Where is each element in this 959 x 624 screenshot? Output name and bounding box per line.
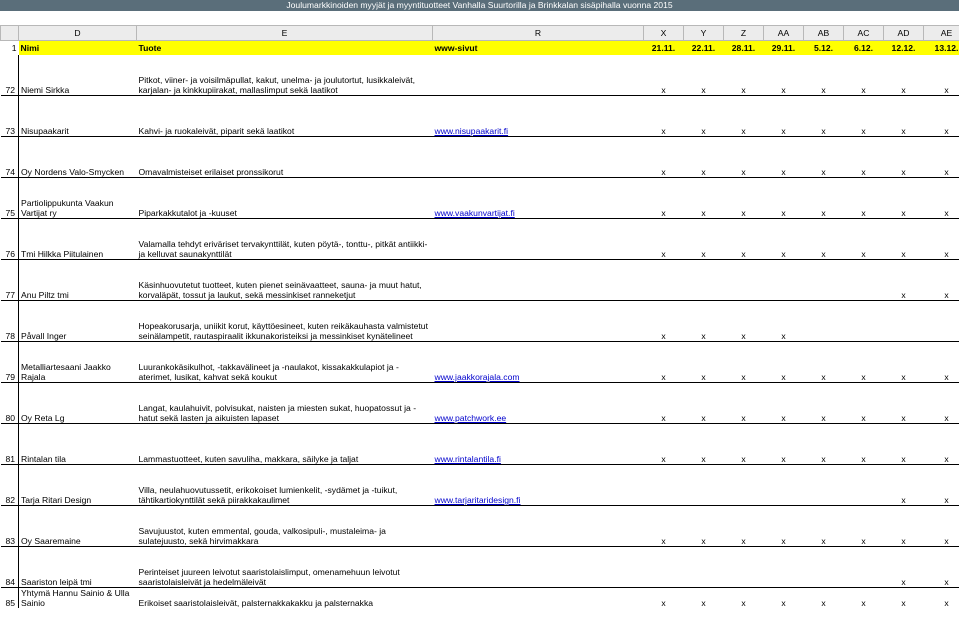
date-mark-cell[interactable]: x [844, 342, 884, 383]
website-link[interactable]: www.tarjaritaridesign.fi [434, 495, 521, 505]
date-mark-cell[interactable]: x [644, 424, 684, 465]
date-mark-cell[interactable]: x [901, 598, 906, 608]
website-link[interactable]: www.jaakkorajala.com [434, 372, 520, 382]
date-mark-cell[interactable]: x [804, 178, 844, 219]
date-mark-cell[interactable]: x [844, 137, 884, 178]
date-mark-cell[interactable]: x [644, 342, 684, 383]
date-mark-cell[interactable] [844, 465, 884, 506]
date-mark-cell[interactable]: x [804, 55, 844, 96]
date-mark-cell[interactable]: x [644, 383, 684, 424]
date-mark-cell[interactable]: x [764, 137, 804, 178]
table-row [1, 424, 959, 465]
title-cell-web[interactable]: www-sivut [433, 41, 644, 56]
date-mark-cell[interactable] [804, 547, 844, 588]
date-mark-cell[interactable]: x [644, 301, 684, 342]
date-mark-cell[interactable] [724, 260, 764, 301]
date-mark-cell[interactable]: x [724, 178, 764, 219]
product-cell[interactable]: Hopeakorusarja, uniikit korut, käyttöesineet, kuten reikäkauhasta valmistetut seinälampetit, rautaspiraalit ikkunakoristeiksi ja messinkiset kynätelineet [137, 301, 433, 342]
table-row [1, 547, 959, 588]
date-mark-cell[interactable]: x [944, 598, 949, 608]
vendor-name-cell[interactable]: Anu Piltz tmi [19, 260, 137, 301]
date-mark-cell[interactable]: x [684, 178, 724, 219]
date-mark-cell[interactable] [764, 465, 804, 506]
table-row [1, 506, 959, 547]
column-header-ae[interactable]: AE [924, 26, 959, 41]
title-cell-product[interactable]: Tuote [137, 41, 433, 56]
product-cell[interactable]: Perinteiset juureen leivotut saaristolaislimput, omenamehuun leivotut saaristolaisleivät ja hedelmäleivät [137, 547, 433, 588]
date-mark-cell[interactable]: x [724, 342, 764, 383]
title-cell-date[interactable]: 21.11. [644, 41, 684, 56]
product-cell[interactable]: Villa, neulahuovutussetit, erikokoiset lumienkelit, -sydämet ja -tuikut, tähtikartiokynttilät sekä piirakkakaulimet [137, 465, 433, 506]
date-mark-cell[interactable]: x [844, 96, 884, 137]
date-mark-cell[interactable]: x [724, 424, 764, 465]
vendor-name-cell[interactable]: Oy Reta Lg [19, 383, 137, 424]
date-mark-cell[interactable]: x [804, 137, 844, 178]
vendor-table [0, 25, 959, 608]
product-cell[interactable]: Erikoiset saaristolaisleivät, palsternakkakakku ja palsternakka [138, 598, 374, 608]
date-mark-cell[interactable]: x [844, 219, 884, 260]
date-mark-cell[interactable] [764, 547, 804, 588]
date-mark-cell[interactable]: x [644, 96, 684, 137]
date-mark-cell[interactable]: x [924, 506, 959, 547]
website-link[interactable]: www.patchwork.ee [434, 413, 507, 423]
date-mark-cell[interactable]: x [844, 55, 884, 96]
vendor-name-cell[interactable]: Metalliartesaani Jaakko Rajala [19, 342, 137, 383]
vendor-name-cell[interactable]: Yhtymä Hannu Sainio & Ulla Sainio [21, 588, 130, 608]
row-number[interactable]: 75 [1, 178, 19, 219]
date-mark-cell[interactable]: x [884, 219, 924, 260]
website-cell[interactable] [433, 178, 644, 219]
sheet-title-banner: Joulumarkkinoiden myyjät ja myyntituotteet Vanhalla Suurtorilla ja Brinkkalan sisäpihalla vuonna 2015 [0, 0, 959, 11]
date-mark-cell[interactable]: x [884, 260, 924, 301]
product-cell[interactable]: Langat, kaulahuivit, polvisukat, naisten ja miesten sukat, huopatossut ja -hatut sekä lasten ja aikuisten lapaset [137, 383, 433, 424]
title-cell-date[interactable]: 12.12. [884, 41, 924, 56]
row-number[interactable]: 72 [1, 55, 19, 96]
title-cell-date[interactable]: 6.12. [844, 41, 884, 56]
website-cell[interactable] [433, 588, 644, 609]
date-mark-cell[interactable]: x [804, 383, 844, 424]
date-mark-cell[interactable]: x [684, 55, 724, 96]
vendor-name-cell[interactable]: Oy Saaremaine [19, 506, 137, 547]
spreadsheet[interactable] [0, 25, 959, 608]
vendor-name-cell[interactable]: Partiolippukunta Vaakun Vartijat ry [19, 178, 137, 219]
date-mark-cell[interactable]: x [764, 219, 804, 260]
date-mark-cell[interactable] [724, 465, 764, 506]
product-cell[interactable]: Savujuustot, kuten emmental, gouda, valkosipuli-, mustaleima- ja sulatejuusto, sekä hirvimakkara [137, 506, 433, 547]
row-number[interactable]: 73 [1, 96, 19, 137]
date-mark-cell[interactable]: x [804, 424, 844, 465]
date-mark-cell[interactable] [684, 465, 724, 506]
column-header-z[interactable]: Z [724, 26, 764, 41]
title-cell-date[interactable]: 13.12. [924, 41, 959, 56]
date-mark-cell[interactable]: x [701, 598, 706, 608]
date-mark-cell[interactable]: x [861, 598, 866, 608]
column-header-d[interactable]: D [19, 26, 137, 41]
date-mark-cell[interactable]: x [884, 424, 924, 465]
website-link[interactable]: www.vaakunvartijat.fi [434, 208, 515, 218]
date-mark-cell[interactable]: x [884, 383, 924, 424]
date-mark-cell[interactable]: x [724, 383, 764, 424]
date-mark-cell[interactable]: x [644, 219, 684, 260]
date-mark-cell[interactable]: x [804, 342, 844, 383]
date-mark-cell[interactable]: x [684, 424, 724, 465]
date-mark-cell[interactable]: x [684, 301, 724, 342]
product-cell[interactable]: Omavalmisteiset erilaiset pronssikorut [137, 137, 433, 178]
website-cell[interactable] [433, 342, 644, 383]
table-row [1, 588, 959, 609]
date-mark-cell[interactable]: x [884, 137, 924, 178]
date-mark-cell[interactable]: x [644, 137, 684, 178]
date-mark-cell[interactable] [764, 260, 804, 301]
website-cell[interactable] [433, 137, 644, 178]
date-mark-cell[interactable]: x [884, 465, 924, 506]
table-row [1, 342, 959, 383]
date-mark-cell[interactable]: x [644, 178, 684, 219]
website-cell[interactable] [433, 465, 644, 506]
table-row [1, 96, 959, 137]
website-link[interactable]: www.rintalantila.fi [434, 454, 501, 464]
date-mark-cell[interactable]: x [764, 506, 804, 547]
date-mark-cell[interactable]: x [804, 219, 844, 260]
date-mark-cell[interactable]: x [844, 424, 884, 465]
date-mark-cell[interactable]: x [684, 383, 724, 424]
date-mark-cell[interactable]: x [884, 178, 924, 219]
table-row [1, 260, 959, 301]
date-mark-cell[interactable]: x [724, 219, 764, 260]
product-cell[interactable]: Piparkakkutalot ja -kuuset [137, 178, 433, 219]
date-mark-cell[interactable] [844, 260, 884, 301]
title-cell-date[interactable]: 22.11. [684, 41, 724, 56]
date-mark-cell[interactable]: x [764, 55, 804, 96]
date-mark-cell[interactable] [724, 547, 764, 588]
date-mark-cell[interactable] [844, 547, 884, 588]
date-mark-cell[interactable]: x [661, 598, 666, 608]
vendor-name-cell[interactable]: Rintalan tila [19, 424, 137, 465]
product-cell[interactable]: Valamalla tehdyt eriväriset tervakynttilät, kuten pöytä-, tonttu-, pitkät antiikki- ja kelluvat saunakynttilät [137, 219, 433, 260]
website-link[interactable]: www.nisupaakarit.fi [434, 126, 509, 136]
date-mark-cell[interactable]: x [764, 96, 804, 137]
date-mark-cell[interactable] [924, 301, 959, 342]
vendor-name-cell[interactable]: Tmi Hilkka Piitulainen [19, 219, 137, 260]
table-row [1, 55, 959, 96]
date-mark-cell[interactable]: x [924, 424, 959, 465]
date-mark-cell[interactable]: x [724, 506, 764, 547]
date-mark-cell[interactable]: x [724, 137, 764, 178]
column-header-x[interactable]: X [644, 26, 684, 41]
date-mark-cell[interactable]: x [924, 342, 959, 383]
vendor-name-cell[interactable]: Niemi Sirkka [19, 55, 137, 96]
website-cell[interactable] [433, 55, 644, 96]
table-row [1, 465, 959, 506]
date-mark-cell[interactable]: x [924, 465, 959, 506]
vendor-name-cell[interactable]: Påvall Inger [19, 301, 137, 342]
product-cell[interactable]: Kahvi- ja ruokaleivät, piparit sekä laatikot [137, 96, 433, 137]
date-mark-cell[interactable]: x [924, 260, 959, 301]
date-mark-cell[interactable]: x [924, 178, 959, 219]
product-cell[interactable]: Pitkot, viiner- ja voisilmäpullat, kakut, unelma- ja joulutortut, lusikkaleivät, karjalan- ja kinkkupiirakat, mallaslimput sekä laatikot [137, 55, 433, 96]
date-mark-cell[interactable] [644, 260, 684, 301]
date-mark-cell[interactable] [804, 260, 844, 301]
date-mark-cell[interactable]: x [741, 598, 746, 608]
date-mark-cell[interactable]: x [764, 342, 804, 383]
table-row [1, 178, 959, 219]
corner-cell[interactable] [1, 26, 19, 41]
date-mark-cell[interactable]: x [884, 547, 924, 588]
column-header-aa[interactable]: AA [764, 26, 804, 41]
row-number[interactable]: 76 [1, 219, 19, 260]
field-title-row [1, 41, 959, 56]
table-row [1, 137, 959, 178]
website-cell[interactable] [433, 383, 644, 424]
column-header-r[interactable]: R [433, 26, 644, 41]
date-mark-cell[interactable]: x [804, 506, 844, 547]
column-header-y[interactable]: Y [684, 26, 724, 41]
date-mark-cell[interactable]: x [804, 96, 844, 137]
row-number[interactable]: 80 [1, 383, 19, 424]
column-header-e[interactable]: E [137, 26, 433, 41]
title-cell-name[interactable]: Nimi [19, 41, 137, 56]
date-mark-cell[interactable]: x [924, 383, 959, 424]
date-mark-cell[interactable] [644, 465, 684, 506]
column-header-ad[interactable]: AD [884, 26, 924, 41]
date-mark-cell[interactable]: x [884, 55, 924, 96]
date-mark-cell[interactable]: x [924, 96, 959, 137]
column-letter-header [1, 26, 959, 41]
vendor-name-cell[interactable]: Tarja Ritari Design [19, 465, 137, 506]
date-mark-cell[interactable] [844, 301, 884, 342]
title-cell-date[interactable]: 29.11. [764, 41, 804, 56]
website-cell[interactable] [433, 547, 644, 588]
date-mark-cell[interactable]: x [924, 55, 959, 96]
row-number[interactable]: 74 [1, 137, 19, 178]
row-number[interactable]: 82 [1, 465, 19, 506]
date-mark-cell[interactable]: x [724, 96, 764, 137]
date-mark-cell[interactable]: x [724, 301, 764, 342]
date-mark-cell[interactable]: x [844, 383, 884, 424]
website-cell[interactable] [433, 506, 644, 547]
date-mark-cell[interactable]: x [684, 96, 724, 137]
date-mark-cell[interactable]: x [781, 598, 786, 608]
row-number[interactable]: 78 [1, 301, 19, 342]
date-mark-cell[interactable]: x [684, 137, 724, 178]
vendor-name-cell[interactable]: Saariston leipä tmi [19, 547, 137, 588]
date-mark-cell[interactable]: x [844, 506, 884, 547]
date-mark-cell[interactable]: x [924, 547, 959, 588]
row-number[interactable]: 84 [1, 547, 19, 588]
date-mark-cell[interactable]: x [684, 219, 724, 260]
date-mark-cell[interactable]: x [764, 301, 804, 342]
date-mark-cell[interactable]: x [684, 342, 724, 383]
date-mark-cell[interactable]: x [644, 506, 684, 547]
date-mark-cell[interactable] [884, 301, 924, 342]
column-header-ac[interactable]: AC [844, 26, 884, 41]
date-mark-cell[interactable]: x [644, 55, 684, 96]
row-number[interactable]: 81 [1, 424, 19, 465]
date-mark-cell[interactable] [644, 547, 684, 588]
date-mark-cell[interactable]: x [821, 598, 826, 608]
website-cell[interactable] [433, 301, 644, 342]
column-header-ab[interactable]: AB [804, 26, 844, 41]
date-mark-cell[interactable]: x [884, 96, 924, 137]
row-number[interactable]: 83 [1, 506, 19, 547]
table-row [1, 301, 959, 342]
date-mark-cell[interactable]: x [684, 506, 724, 547]
row-number[interactable]: 85 [1, 588, 19, 609]
website-cell[interactable] [433, 219, 644, 260]
date-mark-cell[interactable]: x [924, 219, 959, 260]
date-mark-cell[interactable]: x [884, 506, 924, 547]
website-cell[interactable] [433, 96, 644, 137]
website-cell[interactable] [433, 424, 644, 465]
row-number[interactable]: 79 [1, 342, 19, 383]
row-number[interactable]: 77 [1, 260, 19, 301]
row-number[interactable]: 1 [1, 41, 19, 56]
vendor-name-cell[interactable]: Nisupaakarit [19, 96, 137, 137]
date-mark-cell[interactable] [684, 260, 724, 301]
website-cell[interactable] [433, 260, 644, 301]
vendor-name-cell[interactable]: Oy Nordens Valo-Smycken [19, 137, 137, 178]
date-mark-cell[interactable]: x [724, 55, 764, 96]
date-mark-cell[interactable]: x [764, 424, 804, 465]
date-mark-cell[interactable]: x [924, 137, 959, 178]
date-mark-cell[interactable]: x [844, 178, 884, 219]
date-mark-cell[interactable]: x [764, 178, 804, 219]
product-cell[interactable]: Käsinhuovutetut tuotteet, kuten pienet seinävaatteet, sauna- ja muut hatut, korvaläpät, tossut ja laukut, sekä messinkiset ranneketjut [137, 260, 433, 301]
title-cell-date[interactable]: 28.11. [724, 41, 764, 56]
table-row [1, 383, 959, 424]
product-cell[interactable]: Lammastuotteet, kuten savuliha, makkara, säilykе ja taljat [137, 424, 433, 465]
date-mark-cell[interactable] [684, 547, 724, 588]
table-row [1, 219, 959, 260]
date-mark-cell[interactable] [804, 465, 844, 506]
date-mark-cell[interactable]: x [884, 342, 924, 383]
product-cell[interactable]: Luurankokäsikulhot, -takkavälineet ja -naulakot, kissakakkulapiot ja -aterimet, lusikat, kahvat sekä koukut [137, 342, 433, 383]
title-cell-date[interactable]: 5.12. [804, 41, 844, 56]
date-mark-cell[interactable] [804, 301, 844, 342]
date-mark-cell[interactable]: x [764, 383, 804, 424]
